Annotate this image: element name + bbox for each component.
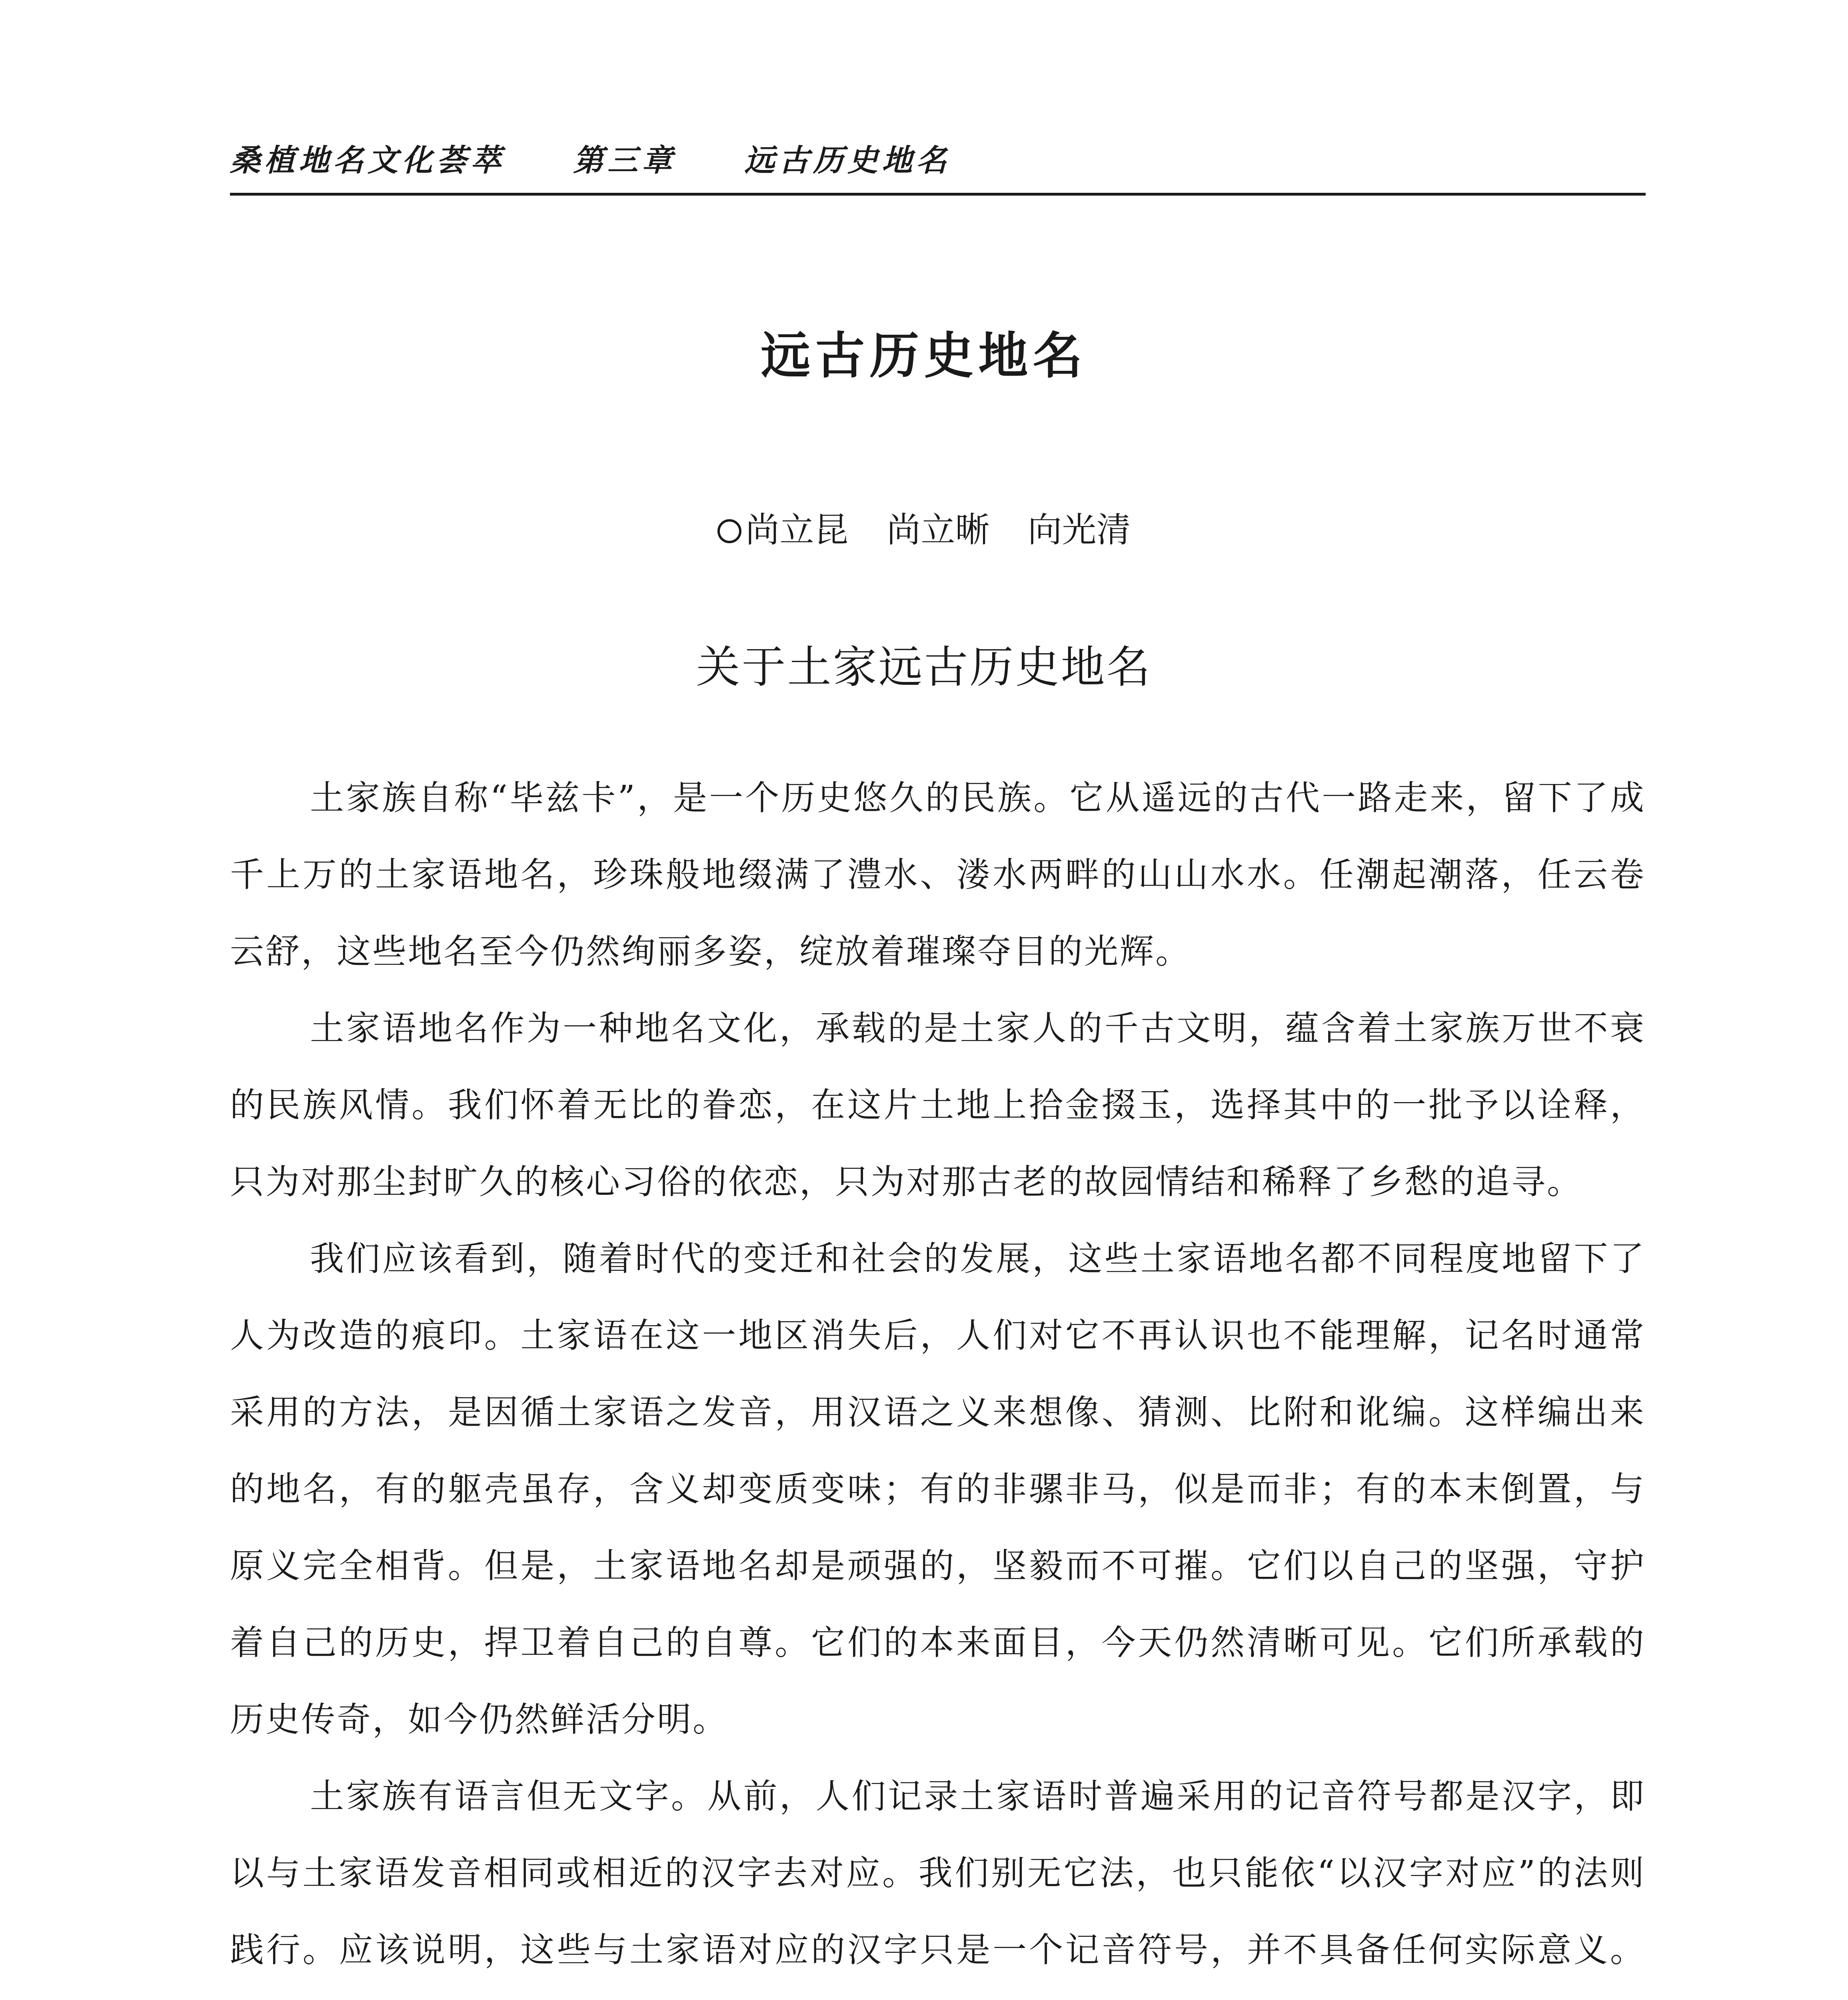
header-chapter: 第三章 (573, 142, 676, 178)
body-paragraph: 土家族自称“毕兹卡”，是一个历史悠久的民族。它从遥远的古代一路走来，留下了成千上万的土家语地名，珍珠般地缀满了澧水、溇水两畔的山山水水。任潮起潮落，任云卷云舒，这些地名至今仍然绚丽多姿，绽放着璀璨夺目的光辉。 (230, 778, 1646, 972)
author-name: 尚立昆 (745, 510, 849, 550)
running-header (230, 136, 1646, 184)
article-body (230, 760, 1646, 2000)
article-title: 远古历史地名 (761, 327, 1087, 385)
body-paragraph: 我们应该看到，随着时代的变迁和社会的发展，这些土家语地名都不同程度地留下了人为改造的痕印。土家语在这一地区消失后，人们对它不再认识也不能理解，记名时通常采用的方法，是因循土家语之发音，用汉语之义来想像、猜测、比附和讹编。这样编出来的地名，有的躯壳虽存，含义却变质变味；有的非骡非马，似是而非；有的本末倒置，与原义完全相背。但是，土家语地名却是顽强的，坚毅而不可摧。它们以自己的坚强，守护着自己的历史，捍卫着自己的自尊。它们的本来面目，今天仍然清晰可见。它们所承载的历史传奇，如今仍然鲜活分明。 (230, 1239, 1646, 1740)
byline-circle-icon (717, 519, 741, 543)
section-heading: 关于土家远古历史地名 (696, 642, 1152, 693)
header-section: 远古历史地名 (744, 142, 951, 178)
body-paragraph: 土家族有语言但无文字。从前，人们记录土家语时普遍采用的记音符号都是汉字，即以与土家语发音相同或相近的汉字去对应。我们别无它法，也只能依“以汉字对应”的法则践行。应该说明，这些与土家语对应的汉字只是一个记音符号，并不具备任何实际意义。 (230, 1777, 1646, 1970)
header-book-title: 桑植地名文化荟萃 (230, 142, 505, 178)
author-byline (0, 502, 1848, 552)
body-paragraph: 土家语地名作为一种地名文化，承载的是土家人的千古文明，蕴含着土家族万世不衰的民族风情。我们怀着无比的眷恋，在这片土地上拾金掇玉，选择其中的一批予以诠释，只为对那尘封旷久的核心习俗的依恋，只为对那古老的故园情结和稀释了乡愁的追寻。 (230, 1009, 1646, 1202)
author-name: 向光清 (1027, 510, 1131, 550)
header-divider (230, 193, 1646, 196)
author-name: 尚立晰 (886, 510, 990, 550)
